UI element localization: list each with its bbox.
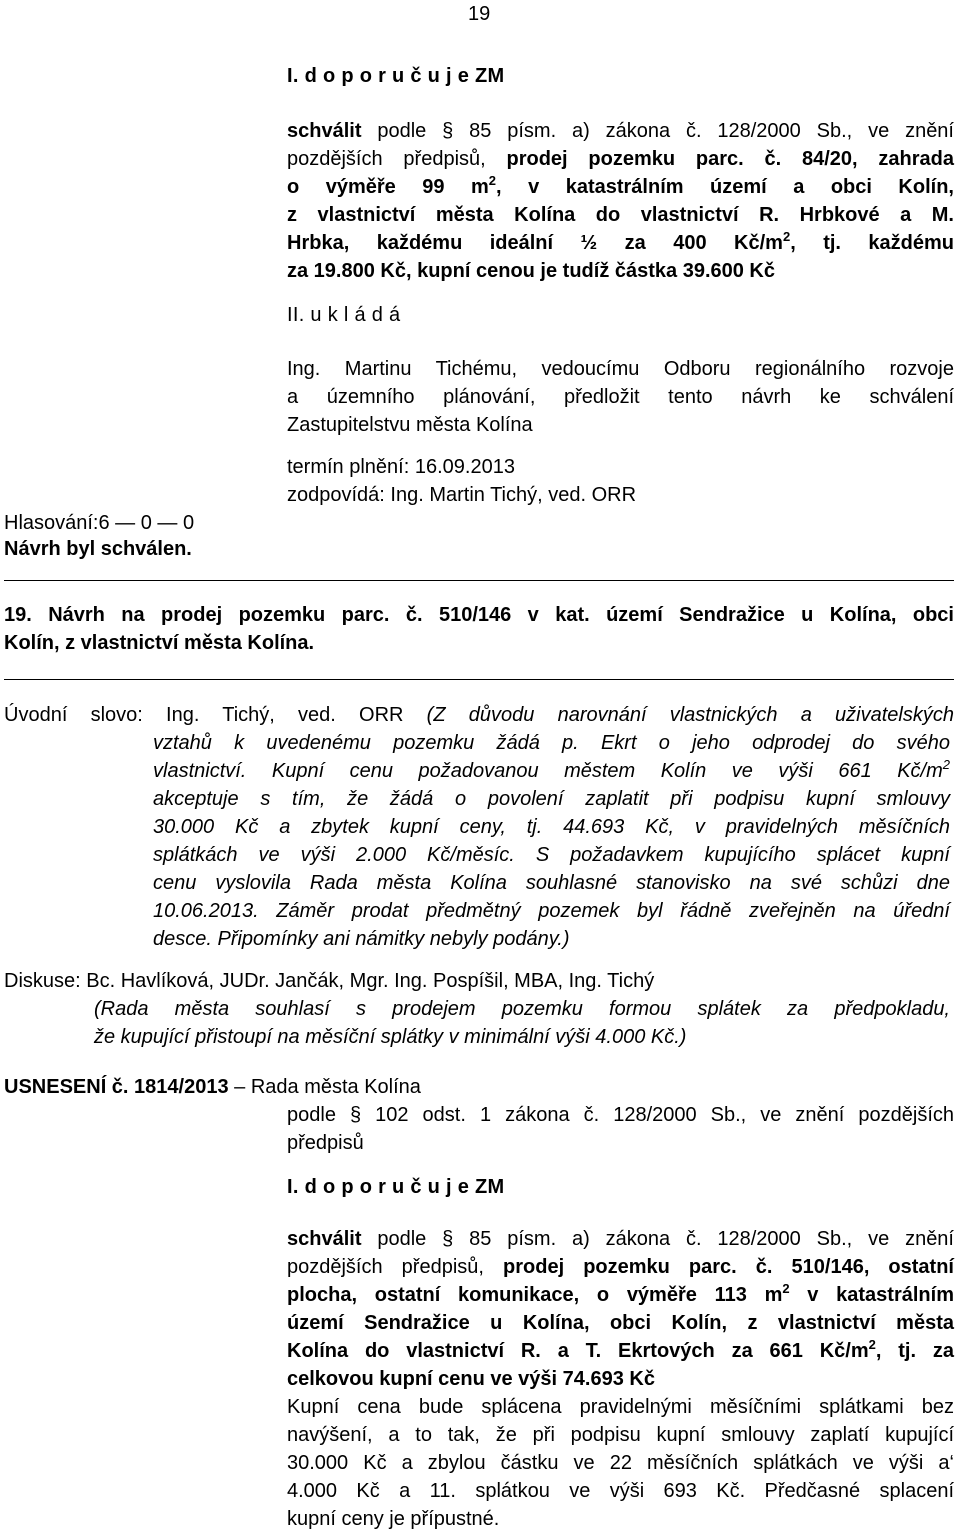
deadline: termín plnění: 16.09.2013	[287, 456, 515, 478]
intro-label: Úvodní slovo: Ing. Tichý, ved. ORR	[4, 704, 427, 726]
sale-resolution: schválit podle § 85 písm. a) zákona č. 128/2000 Sb., ve znění pozdějších předpisů, prodej pozemku parc. č. 510/146, ostatní plocha, ostatní komunikace, o výměře 113 $m^2$ v katastrálním území Sendražice u Kolína, obci Kolín, z vlastnictví města Kolína do vlastnictví R. a T. Ekrtových za 661 $Kč/m^2$, tj. za celkovou kupní cenu ve výši 74.693 Kč Kupní cena bude splácena pravidelnými měsíčními splátkami bez navýšení, a to tak, že při podpisu kupní smlouvy zaplatí kupující 30.000 Kč a zbylou částku ve 22 měsíčních splátkách ve výši a‘ 4.000 Kč a 11. splátkou ve výši 693 Kč. Předčasné splacení kupní ceny je přípustné.	[287, 1228, 954, 1530]
divider-bottom	[4, 679, 954, 680]
legal-basis: podle § 102 odst. 1 zákona č. 128/2000 Sb., ve znění pozdějších předpisů	[287, 1104, 955, 1154]
resolution-line-3: o výměře 99 $m^2$, v katastrálním území a obci Kolín,	[287, 173, 954, 198]
responsible: zodpovídá: Ing. Martin Tichý, ved. ORR	[287, 484, 637, 506]
resolution-number: USNESENÍ č. 1814/2013 – Rada města Kolína	[4, 1076, 421, 1098]
discussion-body: (Rada města souhlasí s prodejem pozemku formou splátek za předpokladu, že kupující přistoupí na měsíční splátky v minimální výši 4.000 Kč.)	[94, 998, 950, 1048]
divider-top	[4, 580, 954, 581]
resolution-line-5: Hrbka, každému ideální ½ za 400 $Kč/m^2$, tj. každému	[287, 229, 954, 254]
discussion-label: Diskuse: Bc. Havlíková, JUDr. Jančák, Mgr. Ing. Pospíšil, MBA, Ing. Tichý	[4, 970, 655, 992]
intro-body: vztahů k uvedenému pozemku žádá p. Ekrt o jeho odprodej do svého vlastnictví. Kupní cenu požadovanou městem Kolín ve výši 661 $Kč/m^2$ akceptuje s tím, že žádá o povolení zaplatit při podpisu kupní smlouvy 30.000 Kč a zbytek kupní ceny, tj. 44.693 Kč, v pravidelných měsíčních splátkách ve výši 2.000 Kč/měsíc. S požadavkem kupujícího splácet kupní cenu vyslovila Rada města Kolína souhlasné stanovisko na své schůzi dne 10.06.2013. Záměr prodat předmětný pozemek byl řádně zveřejněn na úřední desce. Připomínky ani námitky nebyly podány.)	[153, 732, 950, 950]
assignment-line-3: Zastupitelstvu města Kolína	[287, 414, 533, 436]
intro-line-1: Úvodní slovo: Ing. Tichý, ved. ORR (Z důvodu narovnání vlastnických a uživatelských	[4, 704, 954, 726]
assignment-line-1: Ing. Martinu Tichému, vedoucímu Odboru regionálního rozvoje	[287, 358, 954, 380]
recommend-heading: I. d o p o r u č u j e ZM	[287, 65, 505, 87]
assignment-line-2: a územního plánování, předložit tento návrh ke schválení	[287, 386, 954, 408]
item-19-title-line-1: 19. Návrh na prodej pozemku parc. č. 510/146 v kat. území Sendražice u Kolína, obci	[4, 604, 954, 626]
resolution-line-1: schválit podle § 85 písm. a) zákona č. 128/2000 Sb., ve znění	[287, 120, 954, 142]
item-19-title	[4, 601, 954, 657]
resolution-line-2: pozdějších předpisů, prodej pozemku parc. č. 84/20, zahrada	[287, 148, 954, 170]
vote-result: Hlasování:6 — 0 — 0	[4, 512, 195, 534]
resolution-line-4: z vlastnictví města Kolína do vlastnictví R. Hrbkové a M.	[287, 204, 954, 226]
approval-status: Návrh byl schválen.	[4, 538, 192, 560]
section-sign: §	[442, 120, 454, 142]
assigns-heading: II. u k l á d á	[287, 304, 401, 326]
section-sign: §	[349, 1104, 362, 1126]
resolution-text	[287, 117, 954, 285]
assignment-text	[287, 355, 954, 439]
page-number: 19	[468, 3, 491, 25]
recommend-heading-2: I. d o p o r u č u j e ZM	[287, 1176, 505, 1198]
resolution-line-6: za 19.800 Kč, kupní cenou je tudíž částka 39.600 Kč	[287, 260, 775, 282]
item-19-title-line-2: Kolín, z vlastnictví města Kolína.	[4, 632, 315, 654]
